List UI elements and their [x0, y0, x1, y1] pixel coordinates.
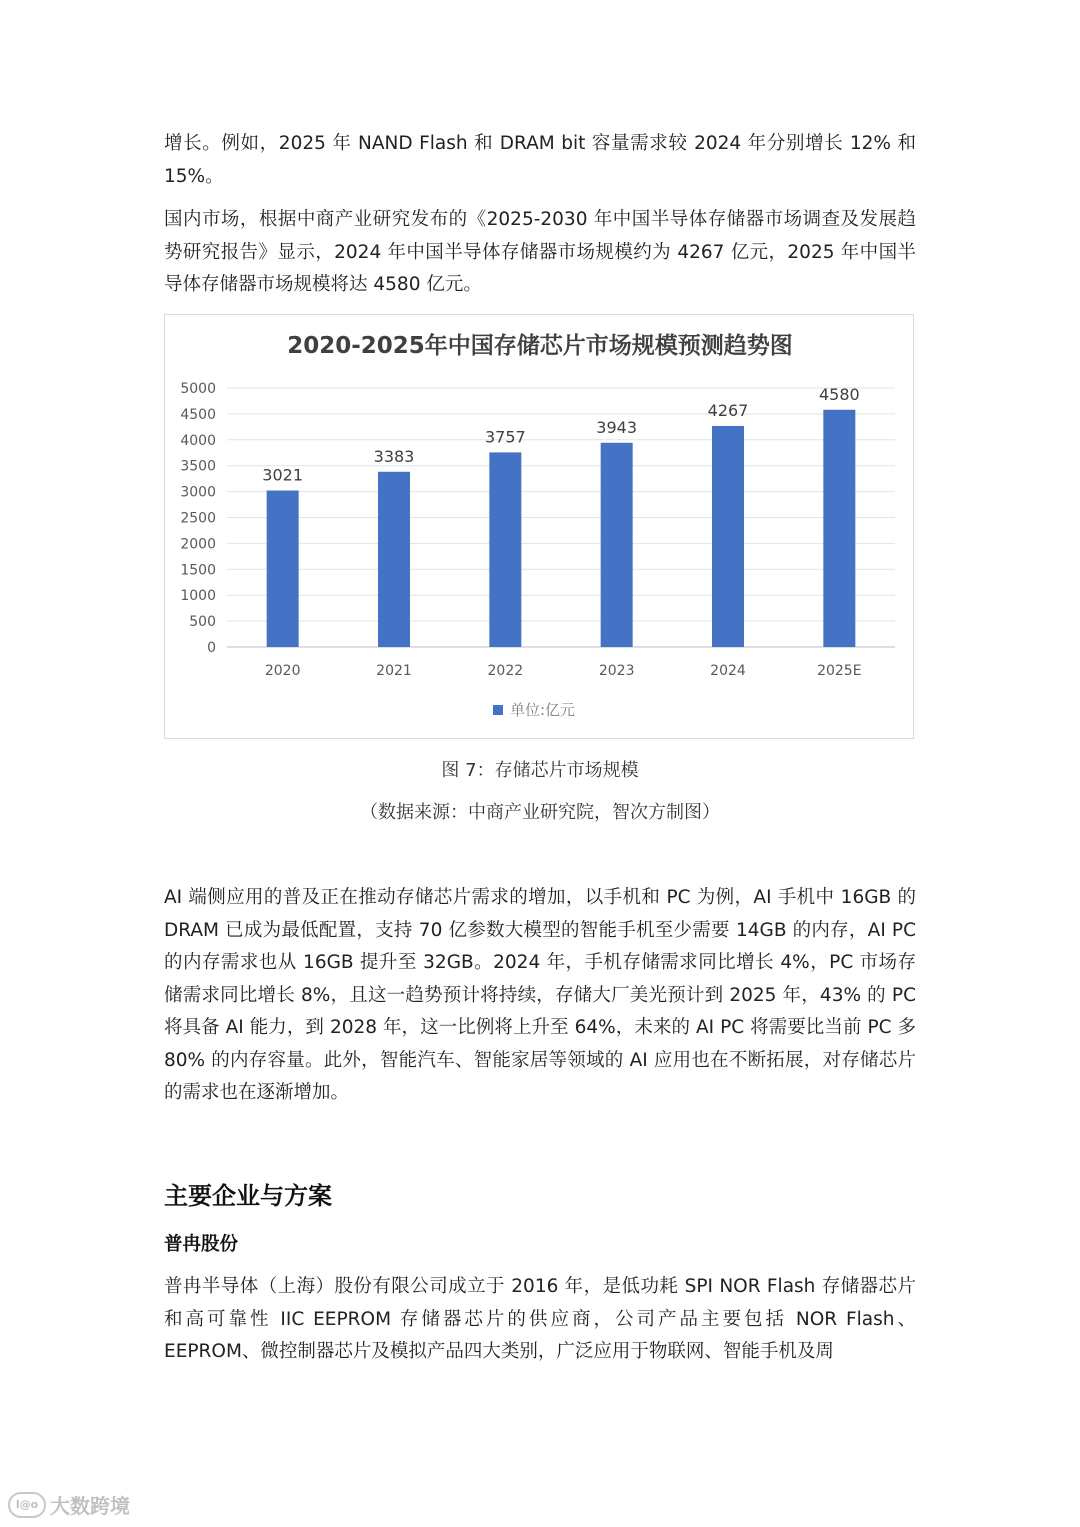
figure-source: （数据来源：中商产业研究院，智次方制图）	[360, 802, 720, 823]
bar-2020	[267, 491, 299, 647]
y-tick-label: 4500	[180, 406, 216, 423]
bar-2024	[712, 426, 744, 647]
x-tick-label-2023: 2023	[598, 663, 635, 679]
intro-paragraph: 增长。例如，2025 年 NAND Flash 和 DRAM bit 容量需求较 2024 年分别增长 12% 和 15%。	[164, 133, 916, 187]
y-tick-label: 1500	[180, 562, 216, 579]
section-heading: 主要企业与方案	[164, 1182, 332, 1210]
data-label-2023: 3943	[596, 417, 638, 437]
x-tick-label-2021: 2021	[376, 663, 412, 679]
watermark-text: 大数跨境	[50, 1494, 130, 1518]
x-tick-label-2024: 2024	[710, 663, 746, 679]
y-tick-label: 2000	[180, 536, 216, 553]
bar-2021	[378, 472, 410, 647]
watermark-logo-icon: l@o	[8, 1492, 46, 1518]
y-tick-label: 4000	[180, 432, 216, 449]
chart-legend	[493, 701, 575, 719]
data-label-2022: 3757	[484, 427, 526, 447]
legend-label: 单位:亿元	[510, 701, 576, 719]
data-label-2020: 3021	[262, 465, 304, 485]
company-heading: 普冉股份	[164, 1234, 239, 1255]
bar-2025E	[823, 410, 855, 647]
y-tick-label: 0	[207, 640, 216, 656]
data-label-2025E: 4580	[818, 384, 860, 404]
x-tick-label-2022: 2022	[487, 663, 524, 679]
domestic-market-paragraph: 国内市场，根据中商产业研究发布的《2025-2030 年中国半导体存储器市场调查及发展趋势研究报告》显示，2024 年中国半导体存储器市场规模约为 4267 亿元，2025 年中国半导体存储器市场规模将达 4580 亿元。	[164, 209, 916, 295]
chart-canvas	[165, 315, 915, 740]
y-tick-label: 500	[189, 614, 216, 631]
company-paragraph: 普冉半导体（上海）股份有限公司成立于 2016 年，是低功耗 SPI NOR Flash 存储器芯片和高可靠性 IIC EEPROM 存储器芯片的供应商，公司产品主要包括 NOR Flash、EEPROM、微控制器芯片及模拟产品四大类别，广泛应用于物联网、智能手机及周	[164, 1276, 916, 1362]
y-tick-label: 2500	[180, 510, 216, 527]
data-label-2024: 4267	[707, 400, 749, 420]
figure-caption: 图 7：存储芯片市场规模	[441, 760, 639, 781]
chart-title: 2020-2025年中国存储芯片市场规模预测趋势图	[287, 333, 793, 359]
ai-demand-paragraph: AI 端侧应用的普及正在推动存储芯片需求的增加，以手机和 PC 为例，AI 手机中 16GB 的 DRAM 已成为最低配置，支持 70 亿参数大模型的智能手机至少需要 14GB 的内存，AI PC 的内存需求也从 16GB 提升至 32GB。2024 年，手机存储需求同比增长 4%，PC 市场存储需求同比增长 8%，且这一趋势预计将持续，存储大厂美光预计到 2025 年，43% 的 PC 将具备 AI 能力，到 2028 年，这一比例将上升至 64%，未来的 AI PC 将需要比当前 PC 多 80% 的内存容量。此外，智能汽车、智能家居等领域的 AI 应用也在不断拓展，对存储芯片的需求也在逐渐增加。	[164, 887, 916, 1103]
bar-2022	[489, 452, 521, 647]
bar-2023	[601, 443, 633, 647]
x-tick-label-2025E: 2025E	[817, 663, 862, 679]
y-tick-label: 3000	[180, 484, 216, 501]
data-label-2021: 3383	[373, 446, 415, 466]
y-tick-label: 1000	[180, 588, 216, 605]
watermark	[8, 1490, 130, 1519]
x-tick-label-2020: 2020	[264, 663, 301, 679]
y-tick-label: 3500	[180, 458, 216, 475]
y-tick-label: 5000	[180, 381, 216, 397]
legend-swatch	[493, 705, 503, 715]
market-size-chart	[164, 314, 914, 739]
